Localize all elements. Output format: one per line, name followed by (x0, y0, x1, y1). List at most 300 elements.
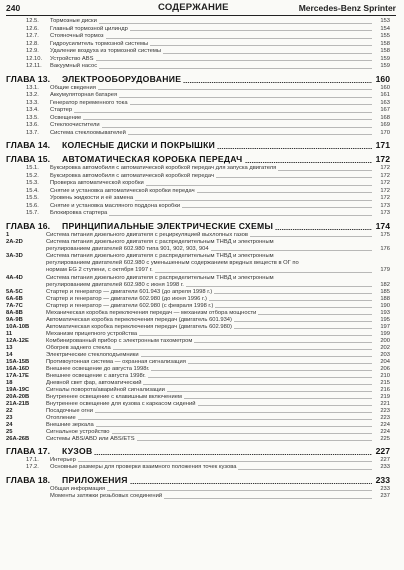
toc-entry[interactable] (6, 232, 390, 239)
entry-text: Электрические стеклоподъемники (46, 351, 139, 358)
entry-page: 172 (380, 187, 390, 194)
toc-body (6, 18, 390, 501)
entry-page: 216 (380, 386, 390, 393)
entry-page: 219 (380, 393, 390, 400)
chapter-page: 233 (375, 474, 390, 485)
dot-leader (155, 272, 372, 273)
page-header (6, 1, 396, 17)
chapter-title: ПРИНЦИПИАЛЬНЫЕ ЭЛЕКТРИЧЕСКИЕ СХЕМЫ (62, 220, 274, 231)
entry-text: Общие сведения (50, 84, 96, 91)
toc-entry[interactable] (6, 317, 390, 324)
entry-page: 153 (380, 18, 390, 24)
toc-entry[interactable] (6, 165, 390, 173)
toc-entry[interactable] (6, 359, 390, 366)
dot-leader (83, 119, 372, 120)
entry-number: 15.7. (26, 210, 39, 216)
dot-leader (234, 321, 372, 322)
entry-page: 159 (380, 55, 390, 62)
chapter-label: ГЛАВА 16. (6, 220, 51, 231)
dot-leader (151, 370, 372, 371)
toc-entry[interactable] (6, 303, 390, 310)
entry-text: Устройство ABS (50, 55, 94, 62)
entry-page: 193 (380, 309, 390, 316)
toc-entry[interactable] (6, 92, 390, 100)
entry-text: Система стеклоомывателей (50, 129, 126, 136)
dot-leader (107, 490, 372, 491)
toc-entry[interactable] (6, 188, 390, 196)
entry-number: 12.10. (26, 55, 43, 62)
entry-text: Обогрев заднего стекла (46, 344, 111, 351)
toc-entry[interactable] (6, 408, 390, 415)
dot-leader (275, 229, 372, 230)
entry-text: Блокировка стартера (50, 210, 108, 216)
entry-page: 195 (380, 316, 390, 323)
dot-leader (130, 483, 372, 484)
entry-page: 197 (380, 323, 390, 330)
toc-entry[interactable] (6, 122, 390, 130)
entry-page: 172 (380, 165, 390, 171)
toc-entry-4a-4d[interactable] (6, 275, 390, 289)
chapter-title: ЭЛЕКТРООБОРУДОВАНИЕ (62, 73, 182, 84)
entry-number: 7A-7C (6, 302, 23, 309)
entry-number: 24 (6, 421, 13, 428)
entry-text: Внешнее освещение до августа 1998г. (46, 365, 150, 372)
entry-page: 215 (380, 379, 390, 386)
entry-page: 225 (380, 435, 390, 442)
dot-leader (96, 60, 372, 61)
chapter-18-heading[interactable] (6, 475, 390, 486)
entry-page: 223 (380, 407, 390, 414)
toc-entry[interactable] (6, 296, 390, 303)
entry-page: 224 (380, 421, 390, 428)
dot-leader (216, 177, 372, 178)
entry-text: Механическая коробка переключения передач — механизм отбора мощности (46, 309, 257, 316)
entry-text: Снятие и установка масляного поддона коробки (50, 202, 181, 209)
dot-leader (143, 384, 372, 385)
toc-entry[interactable] (6, 107, 390, 115)
entry-page: 176 (380, 245, 390, 252)
entry-number: 2A-2D (6, 238, 23, 245)
chapter-15-heading[interactable] (6, 154, 390, 165)
entry-text: Аккумуляторная батарея (50, 92, 118, 98)
toc-entry[interactable] (6, 331, 390, 338)
entry-text-line: нормам EG 2 ступени, с октября 1997 г. (46, 267, 153, 274)
toc-entry-2a-2d[interactable] (6, 239, 390, 253)
dot-leader (278, 170, 372, 171)
entry-number: 22 (6, 407, 13, 414)
toc-entry[interactable] (6, 324, 390, 331)
entry-text-line: Система питания дизельного двигателя с распределительным ТНВД и электронным (46, 252, 274, 259)
entry-text: Удаление воздуха из тормозной системы (50, 48, 161, 54)
section-16-list-b (6, 289, 390, 443)
entry-page: 188 (380, 295, 390, 302)
entry-text: Стартер и генератор — двигатели 602.980 (до июня 1996 г.) (46, 295, 207, 302)
entry-number: 19A-19C (6, 386, 30, 393)
entry-number: 17.1. (26, 456, 39, 463)
entry-text-line: регулированием двигателей 602.980 типа 901, 902, 903, 904 (46, 245, 209, 252)
entry-number: 13.5. (26, 114, 39, 121)
chapter-label: ГЛАВА 14. (6, 140, 51, 150)
dot-leader (163, 53, 372, 54)
chapter-16-heading[interactable] (6, 221, 390, 232)
dot-leader (214, 293, 372, 294)
dot-leader (238, 469, 372, 470)
chapter-page: 172 (375, 154, 390, 164)
toc-entry[interactable] (6, 464, 390, 472)
chapter-17-heading[interactable] (6, 446, 390, 457)
entry-number: 5A-5C (6, 288, 23, 295)
toc-entry[interactable] (6, 195, 390, 203)
entry-page: 167 (380, 107, 390, 113)
entry-number: 12.7. (26, 33, 39, 39)
toc-entry[interactable] (6, 380, 390, 387)
dot-leader (234, 328, 372, 329)
toc-entry[interactable] (6, 345, 390, 352)
chapter-page: 174 (375, 220, 390, 231)
entry-page: 237 (380, 493, 390, 500)
entry-text: Буксировка автомобиля с автоматической коробкой передач для запуска двигателя (50, 165, 277, 171)
dot-leader (94, 454, 372, 455)
entry-text: Гидроусилитель тормозной системы (50, 40, 149, 47)
chapter-label: ГЛАВА 13. (6, 73, 51, 84)
toc-entry[interactable] (6, 338, 390, 345)
toc-entry[interactable] (6, 210, 390, 218)
toc-entry[interactable] (6, 436, 390, 443)
entry-text: Противоугонная система — охранная сигнализация (46, 358, 186, 365)
dot-leader (167, 391, 372, 392)
entry-number: 12.8. (26, 40, 39, 47)
chapter-page: 160 (375, 73, 390, 84)
entry-page: 168 (380, 114, 390, 121)
entry-number: 10A-10B (6, 323, 30, 330)
entry-page: 203 (380, 351, 390, 358)
entry-number: 12.11. (26, 63, 42, 69)
entry-number: 13.1. (26, 84, 39, 91)
toc-entry-3a-3d[interactable] (6, 253, 390, 275)
entry-text: Стеклоочистители (50, 122, 100, 128)
entry-page: 221 (380, 400, 390, 407)
dot-leader (130, 104, 372, 105)
entry-page: 170 (380, 129, 390, 136)
dot-leader (99, 68, 372, 69)
dot-leader (150, 45, 372, 46)
dot-leader (164, 498, 372, 499)
entry-number: 8A-8B (6, 309, 23, 316)
entry-text: Внешние зеркала (46, 421, 94, 428)
entry-number: 15.1. (26, 165, 39, 171)
entry-text-line: регулированием двигателей 602.980 с уменьшенным содержанием вредных веществ в ОГ по (46, 260, 299, 267)
entry-text: Сигналы поворота/аварийной сигнализации (46, 386, 165, 393)
toc-entry[interactable] (6, 394, 390, 401)
entry-text: Сигнальное устройство (46, 428, 110, 435)
entry-text: Вакуумный насос (50, 63, 98, 69)
toc-entry[interactable] (6, 180, 390, 188)
toc-entry[interactable] (6, 401, 390, 408)
entry-text: Внутреннее освещение для кузова с каркасом сидений (46, 400, 196, 407)
entry-page: 233 (380, 485, 390, 492)
entry-number: 23 (6, 414, 13, 421)
chapter-title: ПРИЛОЖЕНИЯ (62, 474, 128, 485)
dot-leader (78, 461, 372, 462)
entry-number: 17.2. (26, 464, 39, 471)
dot-leader (78, 419, 372, 420)
entry-number: 15A-15B (6, 358, 30, 365)
dot-leader (211, 250, 372, 251)
dot-leader (245, 162, 373, 163)
dot-leader (130, 30, 372, 31)
toc-entry[interactable] (6, 115, 390, 123)
dot-leader (184, 398, 372, 399)
dot-leader (95, 412, 372, 413)
toc-entry[interactable] (6, 33, 390, 41)
toc-entry[interactable] (6, 203, 390, 211)
entry-text-line: Система питания дизельного двигателя с распределительным ТНВД и электронным (46, 238, 274, 245)
chapter-label: ГЛАВА 17. (6, 445, 51, 456)
dot-leader (128, 134, 372, 135)
entry-text: Проверка автоматической коробки (50, 180, 144, 186)
entry-text: Снятие и установка автоматической коробки передач (50, 187, 195, 194)
dot-leader (99, 23, 372, 24)
dot-leader (188, 363, 372, 364)
chapter-page: 227 (375, 445, 390, 456)
entry-page: 223 (380, 414, 390, 421)
section-17-list (6, 457, 390, 472)
entry-number: 15.3. (26, 180, 39, 186)
entry-page: 206 (380, 365, 390, 372)
toc-entry[interactable] (6, 310, 390, 317)
entry-text-line: регулированием двигателей 602.980 с июня 1998 г. (46, 281, 184, 288)
entry-number: 3A-3D (6, 252, 23, 259)
header-brand: Mercedes-Benz Sprinter (298, 3, 396, 13)
page-number: 240 (6, 3, 21, 13)
section-13-list (6, 85, 390, 138)
entry-text: Главный тормозной цилиндр (50, 25, 128, 32)
entry-text: Внутреннее освещение с клавишным включением (46, 393, 182, 400)
toc-entry[interactable] (6, 415, 390, 422)
dot-leader (250, 236, 372, 237)
entry-page: 154 (380, 25, 390, 32)
dot-leader (258, 314, 372, 315)
entry-text: Автоматическая коробка переключения передач (двигатель 602.980) (46, 323, 232, 330)
entry-text: Освещение (50, 114, 82, 121)
toc-entry[interactable] (6, 48, 390, 56)
dot-leader (102, 127, 372, 128)
entry-number: 14 (6, 351, 13, 358)
entry-number: 15.4. (26, 187, 39, 194)
toc-entry[interactable] (6, 289, 390, 296)
entry-text: Общая информация (50, 485, 106, 492)
entry-page: 202 (380, 344, 390, 351)
dot-leader (96, 426, 372, 427)
dot-leader (146, 185, 372, 186)
entry-text: Стартер и генератор — двигатели 602.980 (с февраля 1998 г.) (46, 302, 214, 309)
toc-entry[interactable] (6, 85, 390, 93)
dot-leader (194, 342, 372, 343)
dot-leader (135, 200, 372, 201)
entry-page: 172 (380, 172, 390, 179)
entry-text: Интерьер (50, 456, 76, 463)
entry-page: 159 (380, 63, 390, 69)
entry-page: 204 (380, 358, 390, 365)
toc-entry[interactable] (6, 366, 390, 373)
toc-entry[interactable] (6, 486, 390, 494)
chapter-title: КУЗОВ (62, 445, 93, 456)
dot-leader (109, 215, 372, 216)
entry-number: 13.2. (26, 92, 39, 98)
header-rule (6, 15, 396, 16)
section-18-list (6, 486, 390, 501)
entry-number: 4A-4D (6, 274, 23, 281)
toc-entry[interactable] (6, 457, 390, 465)
toc-entry[interactable] (6, 130, 390, 138)
entry-number: 13.7. (26, 129, 39, 136)
entry-number: 9A-9B (6, 316, 23, 323)
entry-text: Автоматическая коробка переключения передач (двигатель 601.934) (46, 316, 232, 323)
entry-number: 1 (6, 231, 10, 238)
toc-entry[interactable] (6, 63, 390, 71)
entry-text: Стартер (50, 107, 73, 113)
entry-text: Основные размеры для проверки взаимного положения точек кузова (50, 464, 237, 471)
entry-text: Внешнее освещение с августа 1998г. (46, 372, 146, 379)
entry-number: 15.2. (26, 172, 39, 179)
section-16-list-a (6, 232, 390, 239)
entry-page: 155 (380, 33, 390, 39)
chapter-13-heading[interactable] (6, 74, 390, 85)
entry-text: Посадочные огни (46, 407, 93, 414)
toc-entry[interactable] (6, 100, 390, 108)
section-12-list (6, 18, 390, 71)
dot-leader (139, 335, 372, 336)
entry-page: 179 (380, 267, 390, 274)
entry-page: 173 (380, 202, 390, 209)
entry-text: Тормозные диски (50, 18, 97, 24)
dot-leader (148, 377, 372, 378)
entry-text: Дневной свет фар, автоматический (46, 379, 142, 386)
dot-leader (198, 405, 373, 406)
entry-number: 6A-6B (6, 295, 23, 302)
entry-text: Стояночный тормоз (50, 33, 104, 39)
entry-page: 169 (380, 122, 390, 128)
dot-leader (98, 89, 372, 90)
entry-page: 175 (380, 231, 390, 238)
entry-number: 25 (6, 428, 13, 435)
entry-number: 12.6. (26, 25, 39, 32)
toc-entry[interactable] (6, 429, 390, 436)
entry-number: 17A-17E (6, 372, 29, 379)
dot-leader (209, 300, 372, 301)
entry-text: Моменты затяжки резьбовых соединений (50, 493, 163, 500)
chapter-title: КОЛЕСНЫЕ ДИСКИ И ПОКРЫШКИ (62, 140, 216, 150)
entry-number: 18 (6, 379, 13, 386)
entry-page: 158 (380, 40, 390, 47)
toc-entry[interactable] (6, 41, 390, 49)
dot-leader (119, 97, 372, 98)
dot-leader (186, 286, 372, 287)
toc-entry[interactable] (6, 493, 390, 501)
entry-number: 15.6. (26, 202, 39, 209)
toc-entry[interactable] (6, 387, 390, 394)
toc-entry[interactable] (6, 422, 390, 429)
entry-text: Буксировка автомобиля с автоматической коробкой передач (50, 172, 214, 179)
entry-number: 21A-21B (6, 400, 30, 407)
entry-page: 172 (380, 195, 390, 201)
toc-entry[interactable] (6, 173, 390, 181)
entry-page: 227 (380, 456, 390, 463)
entry-number: 11 (6, 330, 13, 337)
chapter-label: ГЛАВА 18. (6, 474, 51, 485)
dot-leader (217, 148, 372, 149)
entry-number: 15.5. (26, 195, 39, 201)
toc-entry[interactable] (6, 26, 390, 34)
entry-page: 163 (380, 99, 390, 106)
entry-number: 12.9. (26, 48, 39, 54)
toc-entry[interactable] (6, 373, 390, 380)
dot-leader (137, 440, 372, 441)
entry-page: 158 (380, 48, 390, 54)
entry-page: 172 (380, 180, 390, 186)
entry-number: 13.3. (26, 99, 39, 106)
chapter-14-heading[interactable] (6, 140, 390, 151)
entry-page: 190 (380, 302, 390, 309)
entry-page: 161 (380, 92, 390, 98)
entry-number: 12.5. (26, 18, 39, 24)
toc-entry[interactable] (6, 18, 390, 26)
entry-text: Системы ABS/ABD или ABS/ETS (46, 435, 135, 442)
entry-number: 12A-12E (6, 337, 29, 344)
entry-number: 13 (6, 344, 13, 351)
entry-text-line: Система питания дизельного двигателя с распределительным ТНВД и электронным (46, 274, 274, 281)
dot-leader (112, 433, 373, 434)
dot-leader (74, 112, 372, 113)
toc-entry[interactable] (6, 352, 390, 359)
section-15-list (6, 165, 390, 218)
entry-page: 210 (380, 372, 390, 379)
entry-page: 200 (380, 337, 390, 344)
chapter-page: 171 (375, 140, 390, 150)
chapter-title: АВТОМАТИЧЕСКАЯ КОРОБКА ПЕРЕДАЧ (62, 154, 243, 164)
entry-number: 26A-26B (6, 435, 30, 442)
entry-number: 13.4. (26, 107, 39, 113)
entry-text: Стартер и генератор — двигатели 601.943 (до апреля 1998 г.) (46, 288, 213, 295)
entry-page: 199 (380, 330, 390, 337)
entry-text: Генератор переменного тока (50, 99, 128, 106)
entry-number: 13.6. (26, 122, 39, 128)
entry-text: Комбинированный прибор с электронным тахометром (46, 337, 193, 344)
entry-text: Уровень жидкости и её замена (50, 195, 134, 201)
page-title: СОДЕРЖАНИЕ (158, 2, 229, 13)
dot-leader (113, 349, 372, 350)
entry-number: 16A-16D (6, 365, 30, 372)
dot-leader (106, 38, 372, 39)
entry-number: 20A-20B (6, 393, 30, 400)
dot-leader (141, 356, 372, 357)
entry-text: Механизм прицепного устройства (46, 330, 138, 337)
chapter-label: ГЛАВА 15. (6, 154, 51, 164)
entry-text: Система питания дизельного двигателя с рециркуляцией выхлопных газов (46, 231, 248, 238)
entry-page: 185 (380, 288, 390, 295)
dot-leader (182, 207, 372, 208)
dot-leader (197, 192, 372, 193)
entry-page: 182 (380, 281, 390, 288)
entry-page: 233 (380, 464, 390, 471)
dot-leader (183, 82, 372, 83)
entry-page: 160 (380, 84, 390, 91)
entry-page: 224 (380, 428, 390, 435)
toc-entry[interactable] (6, 56, 390, 64)
entry-text: Отопление (46, 414, 76, 421)
entry-page: 173 (380, 210, 390, 216)
dot-leader (215, 307, 372, 308)
